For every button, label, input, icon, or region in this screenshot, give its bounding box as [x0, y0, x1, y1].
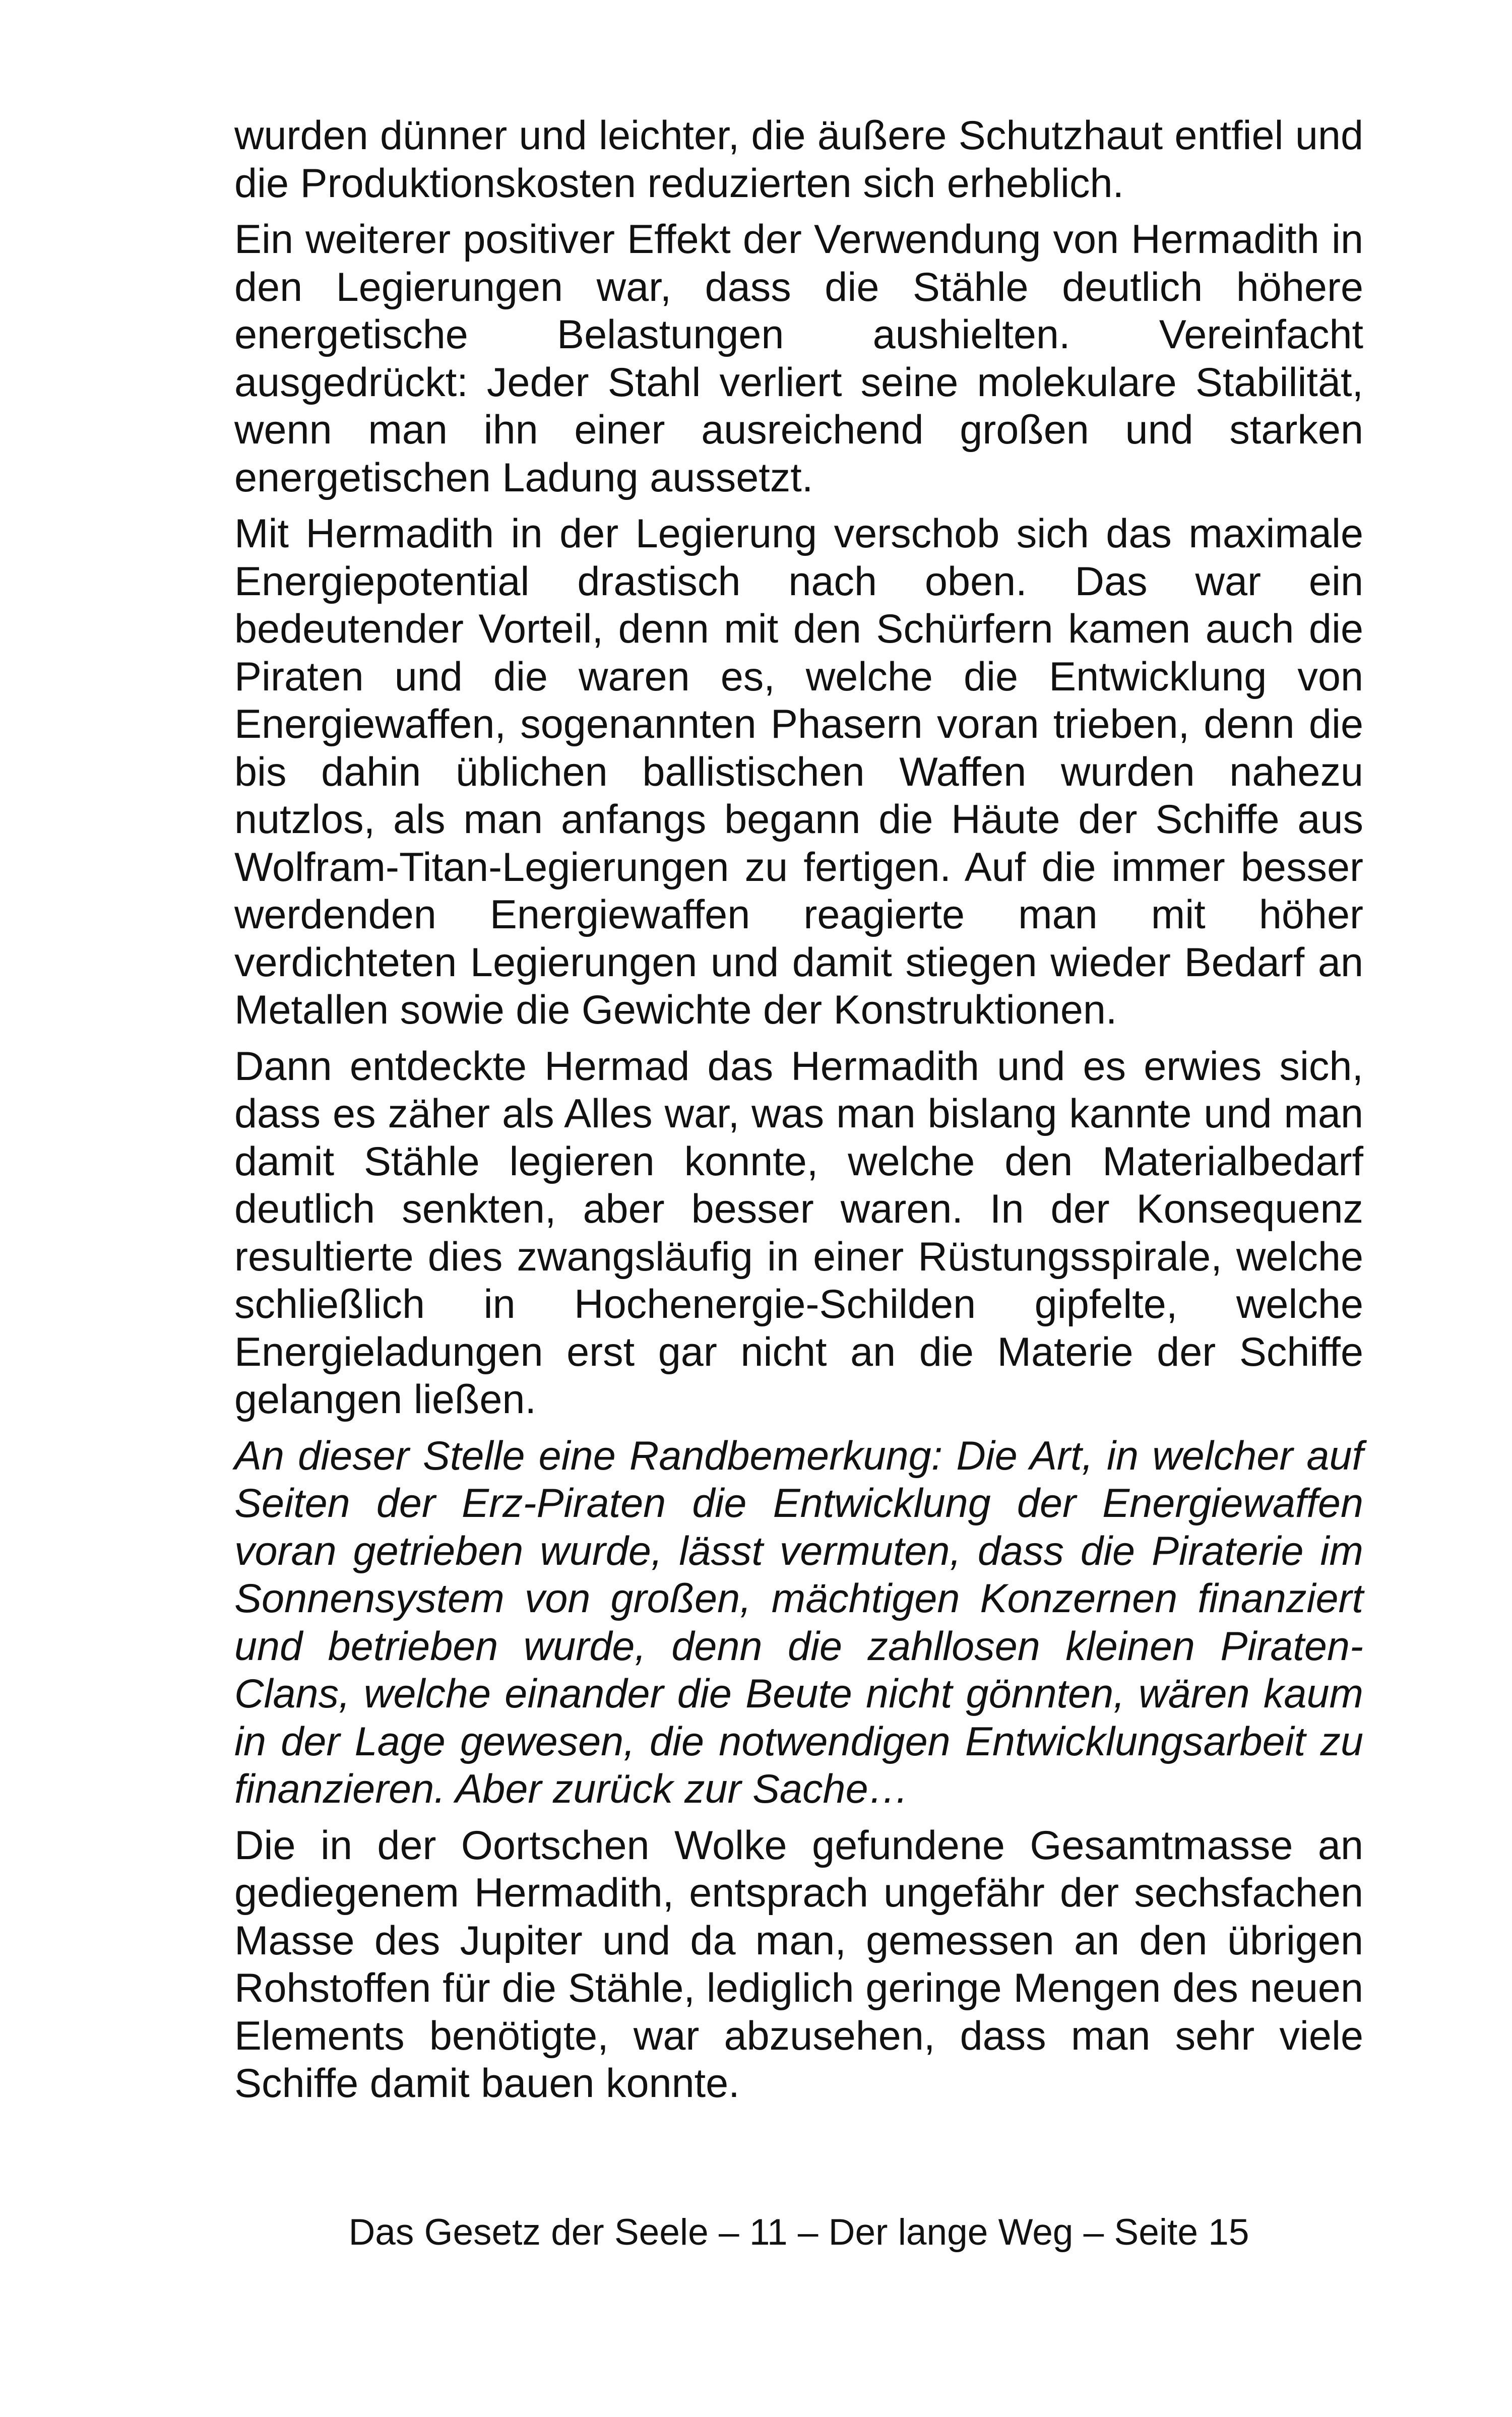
paragraph-2: Ein weiterer positiver Effekt der Verwendung von Hermadith in den Legierungen war, dass die Stähle deutlich höhere energetische Belastungen aushielten. Vereinfacht ausgedrückt: Jeder Stahl verliert seine molekulare Stabilität, wenn man ihn einer ausreichend großen und starken energetischen Ladung aussetzt.	[234, 217, 1363, 500]
paragraph-4: Dann entdeckte Hermad das Hermadith und es erwies sich, dass es zäher als Alles war, was man bislang kannte und man damit Stähle legieren konnte, welche den Materialbedarf deutlich senkten, aber besser waren. In der Konsequenz resultierte dies zwangsläufig in einer Rüstungsspirale, welche schließlich in Hochenergie-Schilden gipfelte, welche Energieladungen erst gar nicht an die Materie der Schiffe gelangen ließen.	[234, 1043, 1363, 1422]
paragraph-3: Mit Hermadith in der Legierung verschob sich das maximale Energiepotential drastisch nach oben. Das war ein bedeutender Vorteil, denn mit den Schürfern kamen auch die Piraten und die waren es, welche die Entwicklung von Energiewaffen, sogenannten Phasern voran trieben, denn die bis dahin üblichen ballistischen Waffen wurden nahezu nutzlos, als man anfangs begann die Häute der Schiffe aus Wolfram-Titan-Legierungen zu fertigen. Auf die immer besser werdenden Energiewaffen reagierte man mit höher verdichteten Legierungen und damit stiegen wieder Bedarf an Metallen sowie die Gewichte der Konstruktionen.	[234, 511, 1363, 1033]
page-footer: Das Gesetz der Seele – 11 – Der lange Weg – Seite 15	[348, 2212, 1249, 2253]
paragraph-1: wurden dünner und leichter, die äußere Schutzhaut entfiel und die Produktionskosten reduzierten sich erheblich.	[234, 113, 1363, 206]
paragraph-5-aside: An dieser Stelle eine Randbemerkung: Die Art, in welcher auf Seiten der Erz-Piraten die Entwicklung der Energiewaffen voran getrieben wurde, lässt vermuten, dass die Piraterie im Sonnensystem von großen, mächtigen Konzernen finanziert und betrieben wurde, denn die zahllosen kleinen Piraten-Clans, welche einander die Beute nicht gönnten, wären kaum in der Lage gewesen, die notwendigen Entwicklungsarbeit zu finanzieren. Aber zurück zur Sache…	[234, 1433, 1363, 1812]
paragraph-6: Die in der Oortschen Wolke gefundene Gesamtmasse an gediegenem Hermadith, entsprach ungefähr der sechsfachen Masse des Jupiter und da man, gemessen an den übrigen Rohstoffen für die Stähle, lediglich geringe Mengen des neuen Elements benötigte, war abzusehen, dass man sehr viele Schiffe damit bauen konnte.	[234, 1822, 1363, 2106]
body-text	[234, 112, 1363, 2116]
